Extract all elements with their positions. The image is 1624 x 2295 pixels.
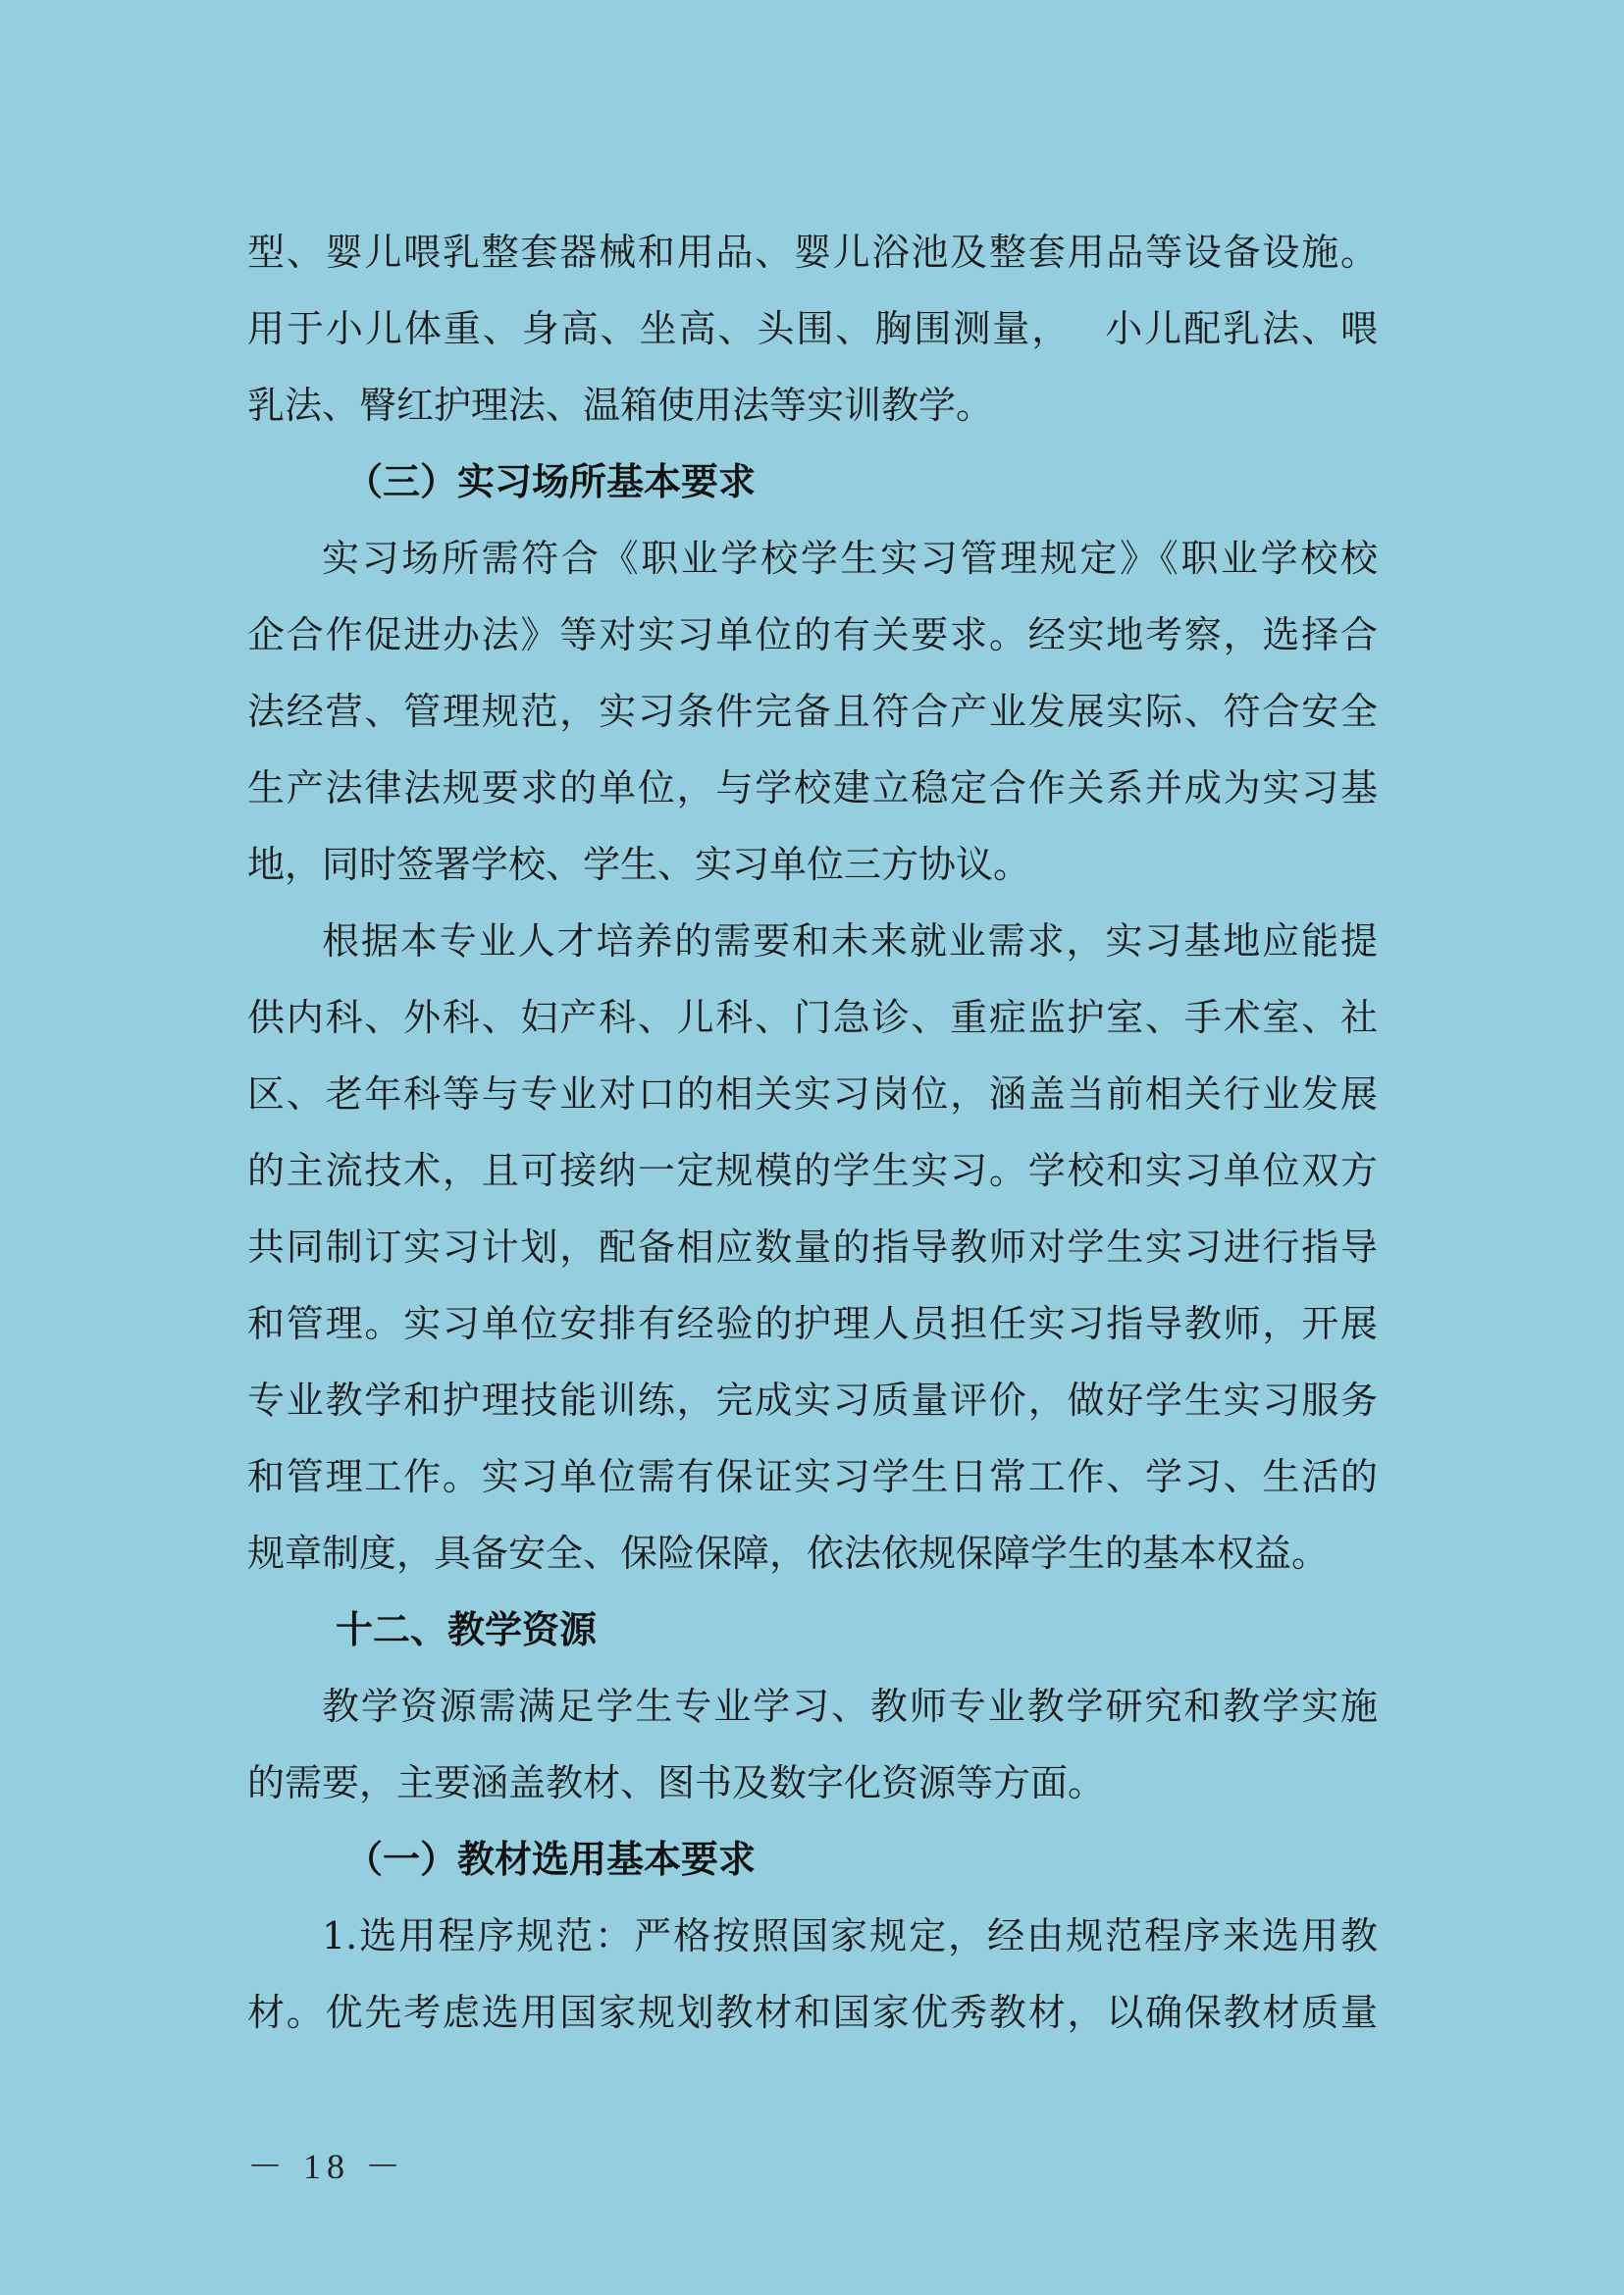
paragraph-line: 的主流技术，且可接纳一定规模的学生实习。学校和实习单位双方 bbox=[247, 1149, 1378, 1192]
paragraph-line: 实习场所需符合《职业学校学生实习管理规定》《职业学校校 bbox=[322, 537, 1378, 580]
paragraph-line: 生产法律法规要求的单位，与学校建立稳定合作关系并成为实习基 bbox=[247, 766, 1378, 809]
section-heading: （三）实习场所基本要求 bbox=[345, 459, 757, 503]
paragraph-line: 专业教学和护理技能训练，完成实习质量评价，做好学生实习服务 bbox=[247, 1379, 1378, 1422]
page-number: － 18 － bbox=[247, 2147, 407, 2186]
paragraph-line: 法经营、管理规范，实习条件完备且符合产业发展实际、符合安全 bbox=[247, 690, 1378, 733]
paragraph-line: 和管理工作。实习单位需有保证实习学生日常工作、学习、生活的 bbox=[247, 1455, 1378, 1498]
section-heading: （一）教材选用基本要求 bbox=[345, 1837, 757, 1881]
paragraph-line: 的需要，主要涵盖教材、图书及数字化资源等方面。 bbox=[247, 1761, 1106, 1804]
paragraph-line: 区、老年科等与专业对口的相关实习岗位，涵盖当前相关行业发展 bbox=[247, 1072, 1378, 1116]
paragraph-line: 和管理。实习单位安排有经验的护理人员担任实习指导教师，开展 bbox=[247, 1302, 1378, 1345]
chapter-heading: 十二、教学资源 bbox=[336, 1608, 598, 1651]
paragraph-line: 教学资源需满足学生专业学习、教师专业教学研究和教学实施 bbox=[322, 1685, 1378, 1728]
paragraph-line: 材。优先考虑选用国家规划教材和国家优秀教材，以确保教材质量 bbox=[247, 1991, 1378, 2034]
document-body bbox=[247, 214, 1378, 2051]
paragraph-line: 供内科、外科、妇产科、儿科、门急诊、重症监护室、手术室、社 bbox=[247, 996, 1378, 1039]
paragraph-line: 根据本专业人才培养的需要和未来就业需求，实习基地应能提 bbox=[322, 919, 1378, 963]
paragraph-line: 用于小儿体重、身高、坐高、头围、胸围测量， 小儿配乳法、喂 bbox=[247, 307, 1378, 350]
paragraph-line: 型、婴儿喂乳整套器械和用品、婴儿浴池及整套用品等设备设施。 bbox=[247, 231, 1378, 274]
paragraph-line: 乳法、臀红护理法、温箱使用法等实训教学。 bbox=[247, 384, 994, 427]
paragraph-line: 地，同时签署学校、学生、实习单位三方协议。 bbox=[247, 843, 1031, 886]
paragraph-line: 规章制度，具备安全、保险保障，依法依规保障学生的基本权益。 bbox=[247, 1532, 1330, 1575]
paragraph-line: 企合作促进办法》等对实习单位的有关要求。经实地考察，选择合 bbox=[247, 613, 1378, 656]
paragraph-line: 共同制订实习计划，配备相应数量的指导教师对学生实习进行指导 bbox=[247, 1226, 1378, 1269]
paragraph-line: 1.选用程序规范：严格按照国家规定，经由规范程序来选用教 bbox=[322, 1914, 1378, 1957]
